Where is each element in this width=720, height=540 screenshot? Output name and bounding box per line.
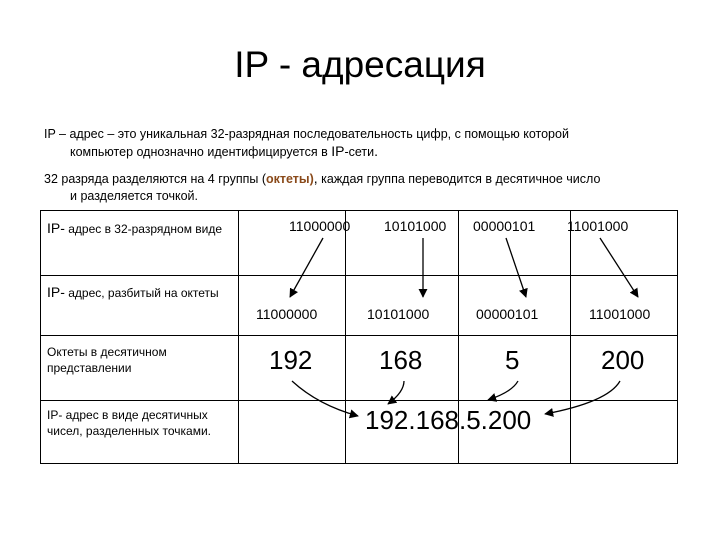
binary-octet-3: 00000101: [473, 218, 536, 234]
intro-p2-text: 32 разряда разделяются на 4 группы (: [44, 172, 266, 186]
intro-p2-line2: и разделяется точкой.: [70, 189, 198, 203]
row-label-text: адрес в 32-разрядном виде: [64, 222, 223, 236]
intro-p1-dot: .: [374, 143, 379, 159]
binary-octet-1: 11000000: [289, 218, 351, 234]
intro-p1-ip: IP: [331, 143, 345, 159]
row-label-text: адрес, разбитый на октеты: [64, 286, 219, 300]
intro-p1-net: -сети: [344, 145, 375, 159]
arrow-decimal-1: [292, 381, 358, 416]
split-octet-2: 10101000: [367, 306, 430, 322]
decimal-octet-1: 192: [269, 345, 313, 375]
decimal-octet-4: 200: [601, 345, 645, 375]
arrow-octet-1: [290, 238, 323, 297]
binary-octet-4: 11001000: [567, 218, 629, 234]
intro-p2-comma: ,: [313, 170, 318, 186]
intro-p1-line1: IP – адрес – это уникальная 32-разрядная последовательность цифр, с помощью которой: [44, 127, 569, 141]
row-label-text: IP- адрес в виде десятичных чисел, разделенных точками.: [47, 408, 212, 438]
row-label-lead: IP-: [47, 284, 65, 300]
page-title: IP - адресация: [234, 44, 486, 85]
arrow-octet-4: [600, 238, 638, 297]
arrow-octet-3: [506, 238, 526, 297]
decimal-octet-3: 5: [505, 345, 520, 375]
octets-term: октеты): [266, 172, 314, 186]
intro-p2-text-2: каждая группа переводится в десятичное число: [317, 172, 601, 186]
split-octet-3: 00000101: [476, 306, 539, 322]
decimal-octet-2: 168: [379, 345, 423, 375]
split-octet-1: 11000000: [256, 306, 318, 322]
row-label-text: Октеты в десятичном представлении: [47, 345, 167, 375]
arrow-decimal-4: [545, 381, 620, 414]
row-label-lead: IP-: [47, 220, 65, 236]
split-octet-4: 11001000: [589, 306, 651, 322]
arrow-decimal-2: [388, 381, 404, 404]
dotted-decimal-address: 192.168.5.200: [365, 405, 532, 435]
binary-octet-2: 10101000: [384, 218, 447, 234]
arrow-decimal-3: [488, 381, 518, 400]
intro-p1-text: компьютер однозначно идентифицируется в: [70, 145, 332, 159]
